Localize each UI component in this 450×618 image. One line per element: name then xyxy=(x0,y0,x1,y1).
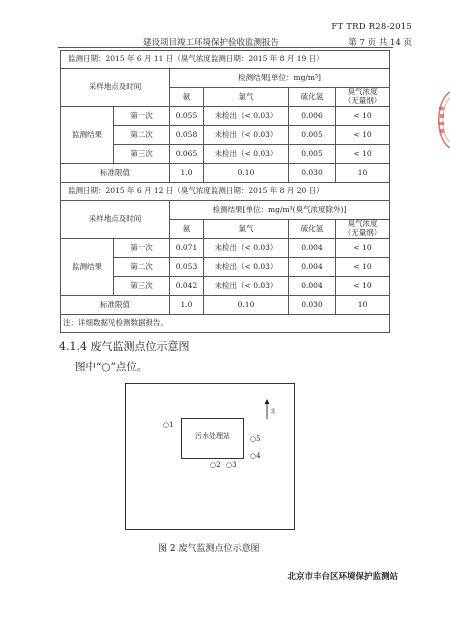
table-row-time: 第一次 xyxy=(114,107,170,126)
table-cell: 0.10 xyxy=(204,296,289,315)
table-cell: 未检出（< 0.03） xyxy=(204,258,289,277)
north-indicator xyxy=(263,399,276,419)
report-title: 建设项目竣工环境保护验收监测报告 xyxy=(143,38,280,48)
col-odor: 臭气浓度 （无量纲） xyxy=(336,220,390,239)
table-cell: 0.030 xyxy=(289,164,336,183)
results-group-label: 监测结果 xyxy=(61,107,114,164)
table-cell: 0.053 xyxy=(170,258,204,277)
table-cell: < 10 xyxy=(336,107,390,126)
monitoring-point-4: ○4 xyxy=(250,452,261,460)
monitoring-point-1: ○1 xyxy=(163,421,174,429)
table-row-time: 第一次 xyxy=(114,239,170,258)
organization-name: 北京市丰台区环境保护监测站 xyxy=(287,572,398,582)
table-cell: 0.005 xyxy=(289,126,336,145)
limit-label: 标准限值 xyxy=(61,164,170,183)
location-time-label: 采样地点及时间 xyxy=(61,201,170,239)
col-ammonia: 氨 xyxy=(170,88,204,107)
table-cell: 0.071 xyxy=(170,239,204,258)
table-cell: < 10 xyxy=(336,145,390,164)
table-cell: 未检出（< 0.03） xyxy=(204,126,289,145)
table-note: 注：详细数据见检测数据报告。 xyxy=(61,315,390,333)
table-row-time: 第三次 xyxy=(114,277,170,296)
col-chlorine: 氯气 xyxy=(204,220,289,239)
col-h2s: 硫化氢 xyxy=(289,220,336,239)
table-cell: 0.030 xyxy=(289,296,336,315)
monitoring-point-5: ○5 xyxy=(250,435,261,443)
table-row-time: 第三次 xyxy=(114,145,170,164)
table-cell: 未检出（< 0.03） xyxy=(204,277,289,296)
section-heading: 4.1.4 废气监测点位示意图 xyxy=(59,340,190,353)
table-row-time: 第二次 xyxy=(114,126,170,145)
table-cell: < 10 xyxy=(336,277,390,296)
col-ammonia: 氨 xyxy=(170,220,204,239)
results-unit-header: 检测结果[单位：mg/m³(臭气浓度除外)] xyxy=(170,201,390,220)
section-intro: 图中“○”点位。 xyxy=(75,361,148,373)
figure-caption: 图 2 废气监测点位示意图 xyxy=(158,544,260,554)
report-code: FT TRD R28-2015 xyxy=(331,22,412,32)
table-cell: 0.004 xyxy=(289,258,336,277)
table-cell: 0.005 xyxy=(289,145,336,164)
limit-label: 标准限值 xyxy=(61,296,170,315)
table-cell: 0.058 xyxy=(170,126,204,145)
table-cell: 1.0 xyxy=(170,296,204,315)
monitoring-date-1: 监测日期：2015 年 6 月 11 日（臭气浓度监测日期：2015 年 8 月 19 日） xyxy=(61,51,390,69)
location-time-label: 采样地点及时间 xyxy=(61,69,170,107)
treatment-plant xyxy=(181,418,244,459)
treatment-plant-label: 污水处理站 xyxy=(195,432,230,440)
table-cell: 0.065 xyxy=(170,145,204,164)
table-cell: 0.006 xyxy=(289,107,336,126)
col-odor: 臭气浓度 （无量纲） xyxy=(336,88,390,107)
table-cell: 未检出（< 0.03） xyxy=(204,239,289,258)
north-label: 北 xyxy=(270,409,276,415)
table-cell: 1.0 xyxy=(170,164,204,183)
table-cell: 未检出（< 0.03） xyxy=(204,107,289,126)
site-diagram xyxy=(125,383,295,530)
results-unit-header: 检测结果[单位：mg/m³] xyxy=(170,69,390,88)
table-cell: 0.004 xyxy=(289,239,336,258)
table-cell: 0.055 xyxy=(170,107,204,126)
seal-stamp-icon xyxy=(428,90,450,150)
table-cell: 10 xyxy=(336,164,390,183)
col-h2s: 硫化氢 xyxy=(289,88,336,107)
col-chlorine: 氯气 xyxy=(204,88,289,107)
table-row-time: 第二次 xyxy=(114,258,170,277)
table-cell: 0.10 xyxy=(204,164,289,183)
monitoring-date-2: 监测日期：2015 年 6 月 12 日（臭气浓度监测日期：2015 年 8 月 20 日） xyxy=(61,183,390,201)
results-group-label: 监测结果 xyxy=(61,239,114,296)
header-rule xyxy=(58,47,393,48)
monitoring-point-2: ○2 xyxy=(210,461,221,469)
table-cell: 未检出（< 0.03） xyxy=(204,145,289,164)
table-cell: 0.004 xyxy=(289,277,336,296)
table-cell: < 10 xyxy=(336,239,390,258)
monitoring-table xyxy=(60,50,390,333)
table-cell: 0.042 xyxy=(170,277,204,296)
page-number: 第 7 页 共 14 页 xyxy=(348,38,412,48)
table-cell: < 10 xyxy=(336,258,390,277)
monitoring-point-3: ○3 xyxy=(226,461,237,469)
table-cell: < 10 xyxy=(336,126,390,145)
table-cell: 10 xyxy=(336,296,390,315)
